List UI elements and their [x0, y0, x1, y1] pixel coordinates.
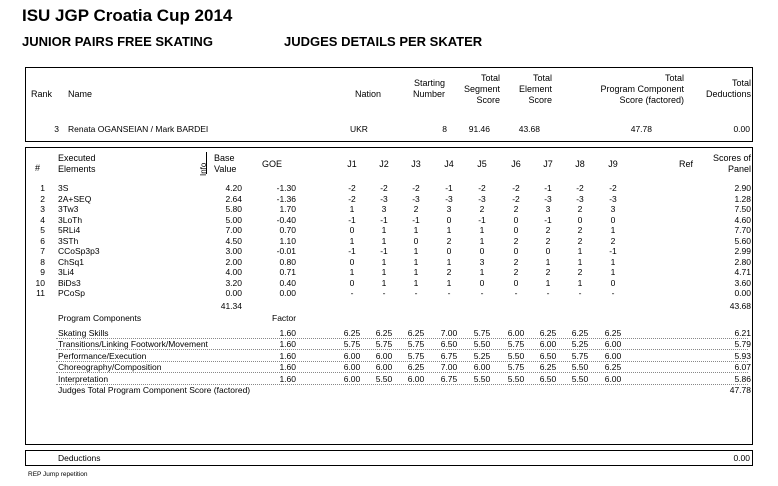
component-factor: 1.60	[279, 327, 296, 338]
component-judge-2: 6.00	[375, 350, 393, 361]
element-panel-score: 3.60	[734, 277, 751, 288]
element-panel-score: 1.28	[734, 193, 751, 204]
component-judge-4: 6.75	[440, 373, 458, 384]
skater-deductions: 0.00	[733, 124, 750, 134]
element-judge-4: 0	[446, 214, 452, 225]
element-judge-3: -	[414, 288, 418, 298]
total-deductions-header: Total	[731, 78, 751, 88]
element-judge-3: 1	[413, 277, 419, 288]
element-judge-1: 1	[349, 235, 355, 246]
elements-header: Executed	[58, 153, 96, 163]
component-panel-score: 5.79	[734, 339, 751, 349]
element-judge-5: -1	[478, 214, 486, 225]
component-judge-1: 6.00	[343, 350, 361, 361]
component-judge-4: 7.00	[440, 327, 458, 338]
element-judge-1: 1	[349, 204, 355, 214]
component-judge-1: 5.75	[343, 339, 361, 349]
element-number: 10	[35, 277, 45, 288]
skater-pcs: 47.78	[630, 124, 652, 134]
element-judge-4: 2	[446, 235, 452, 246]
component-judge-5: 6.00	[473, 362, 491, 372]
element-judge-9: 2	[610, 235, 616, 246]
component-judge-4: 7.00	[440, 362, 458, 372]
element-judge-3: -2	[412, 183, 420, 193]
element-judge-8: 1	[577, 246, 583, 256]
total-element-score-header: Score	[528, 95, 552, 105]
element-judge-1: -1	[348, 246, 356, 256]
skater-rank: 3	[54, 124, 59, 134]
component-judge-5: 5.25	[473, 350, 491, 361]
element-judge-2: -1	[380, 246, 388, 256]
element-judge-7: -1	[544, 183, 552, 193]
component-judge-7: 6.50	[539, 350, 557, 361]
element-judge-1: -	[350, 288, 354, 298]
component-judge-5: 5.75	[473, 327, 491, 338]
element-judge-2: -3	[380, 193, 388, 204]
element-panel-score: 7.70	[734, 225, 751, 235]
skater-tss: 91.46	[468, 124, 490, 134]
component-judge-1: 6.00	[343, 373, 361, 384]
element-goe: 0.71	[279, 267, 296, 277]
element-base-value: 4.20	[225, 183, 242, 193]
element-judge-9: 1	[610, 256, 616, 267]
element-judge-1: 0	[349, 277, 355, 288]
element-judge-1: 1	[349, 267, 355, 277]
element-judge-5: 2	[479, 204, 485, 214]
page-title: ISU JGP Croatia Cup 2014	[22, 6, 233, 25]
component-name: Interpretation	[58, 373, 109, 384]
component-judge-3: 6.25	[407, 362, 425, 372]
element-judge-8: 0	[577, 214, 583, 225]
starting-number-header: Starting	[413, 78, 445, 88]
component-factor: 1.60	[279, 362, 296, 372]
element-judge-2: -	[382, 288, 386, 298]
element-name: 2A+SEQ	[58, 193, 92, 204]
element-judge-5: -3	[478, 193, 486, 204]
component-panel-score: 6.07	[734, 362, 751, 372]
component-factor: 1.60	[279, 373, 296, 384]
skater-tes: 43.68	[518, 124, 540, 134]
element-base-value: 0.00	[225, 288, 242, 298]
element-judge-4: -3	[445, 193, 453, 204]
footnote: REP Jump repetition	[28, 471, 88, 478]
component-name: Performance/Execution	[58, 350, 147, 361]
element-number: 8	[40, 256, 45, 267]
element-base-value: 3.00	[225, 246, 242, 256]
element-judge-3: 1	[413, 267, 419, 277]
element-judge-4: 1	[446, 256, 452, 267]
component-judge-3: 5.75	[407, 350, 425, 361]
element-judge-3: -1	[412, 214, 420, 225]
component-judge-7: 6.00	[539, 339, 557, 349]
total-segment-score-header: Total	[480, 73, 500, 83]
element-judge-7: 2	[545, 267, 551, 277]
element-judge-6: 0	[513, 214, 519, 225]
element-judge-9: 1	[610, 225, 616, 235]
element-judge-6: 0	[513, 277, 519, 288]
judge-header-3: J3	[411, 159, 421, 169]
segment-title: JUNIOR PAIRS FREE SKATING	[22, 34, 213, 49]
starting-number-header: Number	[412, 89, 445, 99]
component-judge-2: 5.75	[375, 339, 393, 349]
element-goe: 1.70	[279, 204, 296, 214]
component-name: Transitions/Linking Footwork/Movement	[58, 339, 208, 349]
scores-of-panel-header: Panel	[727, 164, 751, 174]
element-name: 3LoTh	[58, 214, 83, 225]
element-goe: 0.00	[279, 288, 296, 298]
judge-header-4: J4	[444, 159, 454, 169]
element-judge-8: 2	[577, 267, 583, 277]
element-judge-4: -	[447, 288, 451, 298]
element-judge-9: -2	[609, 183, 617, 193]
component-judge-5: 5.50	[473, 339, 491, 349]
total-segment-score-header: Score	[476, 95, 500, 105]
element-judge-7: -3	[544, 193, 552, 204]
nation-header: Nation	[355, 89, 382, 99]
element-judge-7: 2	[545, 225, 551, 235]
component-judge-3: 5.75	[407, 339, 425, 349]
program-components-header: Program Components	[58, 312, 142, 323]
component-judge-2: 6.00	[375, 362, 393, 372]
element-judge-5: 0	[479, 246, 485, 256]
element-judge-3: 0	[413, 235, 419, 246]
element-judge-2: 1	[381, 225, 387, 235]
element-judge-8: 1	[577, 277, 583, 288]
element-judge-5: 0	[479, 277, 485, 288]
element-judge-3: 2	[413, 204, 419, 214]
element-judge-6: 2	[513, 267, 519, 277]
element-judge-5: 3	[479, 256, 485, 267]
skater-start-number: 8	[442, 124, 447, 134]
element-judge-5: 1	[479, 235, 485, 246]
element-judge-7: 3	[545, 204, 551, 214]
element-goe: -1.30	[276, 183, 296, 193]
component-judge-9: 6.00	[604, 350, 622, 361]
component-name: Choreography/Composition	[58, 362, 162, 372]
component-judge-7: 6.50	[539, 373, 557, 384]
component-judge-6: 6.00	[507, 327, 525, 338]
element-name: CCoSp3p3	[58, 246, 100, 256]
element-judge-6: -	[514, 288, 518, 298]
program-component-header: Score (factored)	[619, 95, 684, 105]
element-base-value: 4.50	[225, 235, 242, 246]
element-judge-5: 1	[479, 267, 485, 277]
element-judge-2: -1	[380, 214, 388, 225]
component-judge-8: 6.25	[571, 327, 589, 338]
element-name: ChSq1	[58, 256, 84, 267]
factor-header: Factor	[272, 312, 297, 323]
element-goe: 0.80	[279, 256, 296, 267]
element-judge-1: -1	[348, 214, 356, 225]
component-judge-9: 6.00	[604, 339, 622, 349]
element-judge-7: 0	[545, 246, 551, 256]
component-judge-6: 5.75	[507, 362, 525, 372]
element-judge-1: -2	[348, 183, 356, 193]
element-judge-7: 1	[545, 277, 551, 288]
element-judge-6: 2	[513, 256, 519, 267]
element-judge-5: -2	[478, 183, 486, 193]
element-judge-1: 0	[349, 256, 355, 267]
element-number: 4	[40, 214, 45, 225]
element-judge-9: 0	[610, 277, 616, 288]
element-judge-3: 1	[413, 225, 419, 235]
element-judge-4: 0	[446, 246, 452, 256]
element-judge-2: 1	[381, 277, 387, 288]
element-panel-score: 2.90	[734, 183, 751, 193]
element-number: 1	[40, 183, 45, 193]
element-judge-4: -1	[445, 183, 453, 193]
component-judge-1: 6.00	[343, 362, 361, 372]
element-judge-2: 1	[381, 256, 387, 267]
scores-of-panel-header: Scores of	[712, 153, 751, 163]
element-judge-2: 3	[381, 204, 387, 214]
element-judge-3: 1	[413, 256, 419, 267]
component-judge-4: 6.50	[440, 339, 458, 349]
element-judge-7: 2	[545, 235, 551, 246]
element-score-total: 43.68	[729, 300, 751, 311]
element-name: BiDs3	[58, 277, 81, 288]
component-judge-9: 6.25	[604, 362, 622, 372]
element-judge-5: -	[480, 288, 484, 298]
element-judge-7: 1	[545, 256, 551, 267]
base-value-header: Base	[214, 153, 235, 163]
element-judge-8: 2	[577, 225, 583, 235]
element-judge-7: -1	[544, 214, 552, 225]
element-base-value: 2.00	[225, 256, 242, 267]
element-judge-8: 1	[577, 256, 583, 267]
pcs-total-value: 47.78	[729, 385, 751, 395]
component-name: Skating Skills	[58, 327, 109, 338]
element-judge-9: 3	[610, 204, 616, 214]
component-judge-6: 5.50	[507, 350, 525, 361]
element-name: PCoSp	[58, 288, 85, 298]
judge-header-6: J6	[511, 159, 521, 169]
component-panel-score: 5.86	[734, 373, 751, 384]
program-component-header: Program Component	[600, 84, 684, 94]
element-judge-6: 2	[513, 204, 519, 214]
info-header: Info	[199, 162, 208, 176]
element-goe: -0.01	[276, 246, 296, 256]
component-judge-5: 5.50	[473, 373, 491, 384]
skater-nation: UKR	[350, 124, 368, 134]
element-judge-4: 2	[446, 267, 452, 277]
element-number: 2	[40, 193, 45, 204]
goe-header: GOE	[262, 159, 283, 169]
element-judge-1: 0	[349, 225, 355, 235]
elements-header: Elements	[58, 164, 96, 174]
component-judge-3: 6.00	[407, 373, 425, 384]
element-judge-6: 2	[513, 235, 519, 246]
component-judge-8: 5.25	[571, 339, 589, 349]
total-element-score-header: Element	[518, 84, 552, 94]
element-panel-score: 4.71	[734, 267, 751, 277]
judge-header-7: J7	[543, 159, 553, 169]
element-judge-9: 1	[610, 267, 616, 277]
component-judge-9: 6.00	[604, 373, 622, 384]
element-name: 3S	[58, 183, 69, 193]
ref-header: Ref	[679, 159, 694, 169]
element-judge-8: 2	[577, 235, 583, 246]
component-factor: 1.60	[279, 339, 296, 349]
element-base-value: 5.00	[225, 214, 242, 225]
element-judge-2: -2	[380, 183, 388, 193]
component-judge-6: 5.50	[507, 373, 525, 384]
element-judge-4: 1	[446, 277, 452, 288]
component-factor: 1.60	[279, 350, 296, 361]
total-element-score-header: Total	[532, 73, 552, 83]
element-number: 6	[40, 235, 45, 246]
program-component-header: Total	[664, 73, 684, 83]
judge-header-2: J2	[379, 159, 389, 169]
component-panel-score: 5.93	[734, 350, 751, 361]
element-number: 7	[40, 246, 45, 256]
component-judge-1: 6.25	[343, 327, 361, 338]
judge-header-9: J9	[608, 159, 618, 169]
name-header: Name	[68, 89, 93, 99]
element-base-value: 3.20	[225, 277, 242, 288]
deductions-value: 0.00	[733, 453, 750, 463]
skater-name: Renata OGANSEIAN / Mark BARDEI	[68, 124, 209, 134]
element-judge-6: -2	[512, 193, 520, 204]
element-judge-8: -	[578, 288, 582, 298]
number-header: #	[35, 163, 41, 173]
element-name: 3STh	[58, 235, 79, 246]
element-number: 11	[36, 288, 45, 298]
deductions-box	[25, 450, 753, 466]
element-judge-9: -1	[609, 246, 617, 256]
element-goe: 0.40	[279, 277, 296, 288]
component-judge-3: 6.25	[407, 327, 425, 338]
element-number: 3	[40, 204, 45, 214]
total-segment-score-header: Segment	[463, 84, 500, 94]
element-goe: 1.10	[279, 235, 296, 246]
element-judge-9: -3	[609, 193, 617, 204]
element-judge-2: 1	[381, 235, 387, 246]
component-judge-8: 5.75	[571, 350, 589, 361]
element-judge-3: 1	[413, 246, 419, 256]
element-judge-3: -3	[412, 193, 420, 204]
element-judge-8: -3	[576, 193, 584, 204]
element-panel-score: 0.00	[734, 288, 751, 298]
judge-header-1: J1	[347, 159, 357, 169]
judge-header-8: J8	[575, 159, 585, 169]
element-goe: -1.36	[276, 193, 296, 204]
element-judge-5: 1	[479, 225, 485, 235]
element-judge-9: -	[611, 288, 615, 298]
element-name: 3Tw3	[58, 204, 79, 214]
base-value-header: Value	[214, 164, 237, 174]
element-judge-6: -2	[512, 183, 520, 193]
component-judge-4: 6.75	[440, 350, 458, 361]
element-panel-score: 2.99	[734, 246, 751, 256]
element-judge-8: -2	[576, 183, 584, 193]
element-base-value: 2.64	[225, 193, 242, 204]
component-judge-8: 5.50	[571, 373, 589, 384]
element-base-value: 4.00	[225, 267, 242, 277]
element-judge-2: 1	[381, 267, 387, 277]
element-base-value: 5.80	[225, 204, 242, 214]
element-panel-score: 5.60	[734, 235, 751, 246]
element-panel-score: 4.60	[734, 214, 751, 225]
deductions-label: Deductions	[58, 453, 101, 463]
element-judge-4: 3	[446, 204, 452, 214]
component-judge-7: 6.25	[539, 327, 557, 338]
total-deductions-header: Deductions	[705, 89, 751, 99]
element-judge-1: -2	[348, 193, 356, 204]
component-judge-2: 6.25	[375, 327, 393, 338]
component-judge-2: 5.50	[375, 373, 393, 384]
component-judge-9: 6.25	[604, 327, 622, 338]
component-judge-7: 6.25	[539, 362, 557, 372]
element-goe: -0.40	[276, 214, 296, 225]
element-base-value: 7.00	[225, 225, 242, 235]
base-value-total: 41.34	[220, 300, 242, 311]
element-judge-4: 1	[446, 225, 452, 235]
pcs-total-label: Judges Total Program Component Score (factored)	[58, 385, 251, 395]
element-judge-9: 0	[610, 214, 616, 225]
report-title: JUDGES DETAILS PER SKATER	[284, 34, 483, 49]
element-judge-7: -	[546, 288, 550, 298]
element-panel-score: 2.80	[734, 256, 751, 267]
element-name: 3Li4	[58, 267, 75, 277]
judge-header-5: J5	[477, 159, 487, 169]
element-panel-score: 7.50	[734, 204, 751, 214]
element-judge-6: 0	[513, 225, 519, 235]
info-separator	[206, 152, 207, 174]
element-number: 5	[40, 225, 45, 235]
element-judge-8: 2	[577, 204, 583, 214]
component-judge-6: 5.75	[507, 339, 525, 349]
element-name: 5RLi4	[58, 225, 81, 235]
element-judge-6: 0	[513, 246, 519, 256]
rank-header: Rank	[31, 89, 53, 99]
element-number: 9	[40, 267, 45, 277]
element-goe: 0.70	[279, 225, 296, 235]
component-judge-8: 5.50	[571, 362, 589, 372]
component-panel-score: 6.21	[734, 327, 751, 338]
